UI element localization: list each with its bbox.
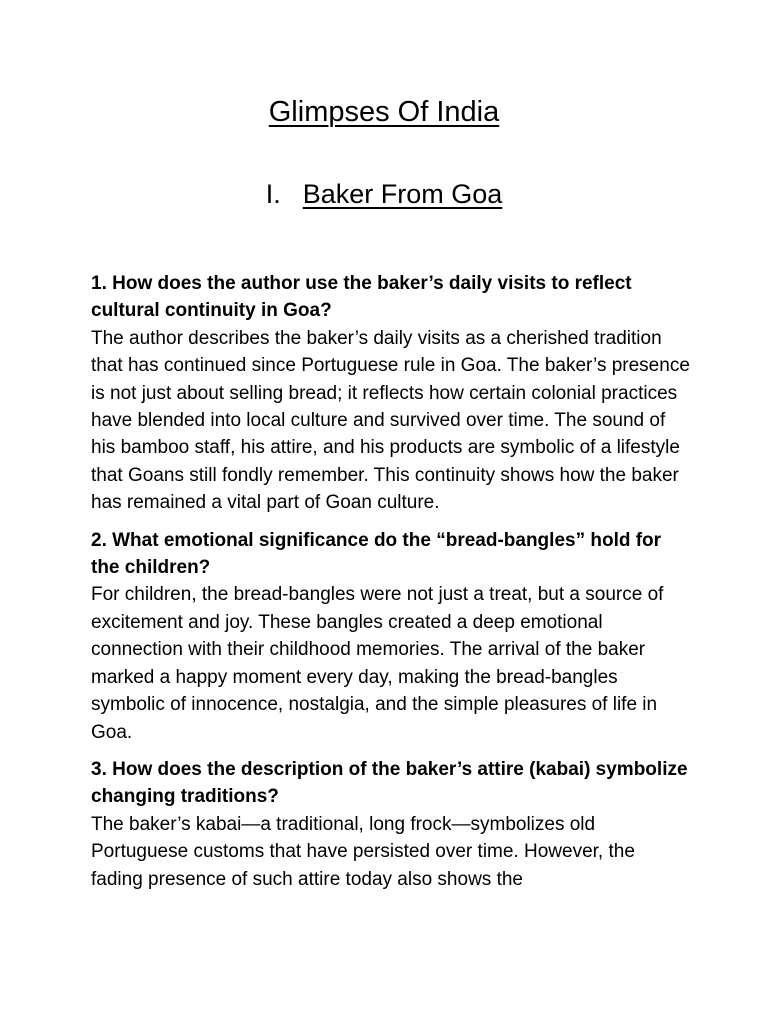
section-number: I. xyxy=(265,179,281,209)
question-text: 1. How does the author use the baker’s daily visits to reflect cultural continuity in Goa? xyxy=(91,273,632,322)
document-title-text: Glimpses Of India xyxy=(268,96,500,128)
qa-item xyxy=(91,270,691,517)
section-heading xyxy=(0,174,768,214)
answer-text: The author describes the baker’s daily visits as a cherished tradition that has continued since Portuguese rule in Goa. The baker’s presence is not just about selling bread; it reflects how certain colonial practices have blended into local culture and survived over time. The sound of his bamboo staff, his attire, and his products are symbolic of a lifestyle that Goans still fondly remember. This continuity shows how the baker has remained a vital part of Goan culture. xyxy=(91,327,690,514)
question-text: 3. How does the description of the baker’s attire (kabai) symbolize changing traditions? xyxy=(91,758,688,808)
qa-item xyxy=(91,756,691,893)
document-title xyxy=(0,92,768,132)
qa-item xyxy=(91,527,691,746)
qa-content xyxy=(91,270,691,903)
answer-text: The baker’s kabai—a traditional, long frock—symbolizes old Portuguese customs that have persisted over time. However, the fading presence of such attire today also shows the xyxy=(91,813,635,890)
question-text: 2. What emotional significance do the “bread-bangles” hold for the children? xyxy=(91,529,662,579)
section-title: Baker From Goa xyxy=(302,179,503,209)
answer-text: For children, the bread-bangles were not just a treat, but a source of excitement and joy. These bangles created a deep emotional connection with their childhood memories. The arrival of the baker marked a happy moment every day, making the bread-bangles symbolic of innocence, nostalgia, and the simple pleasures of life in Goa. xyxy=(91,584,664,743)
